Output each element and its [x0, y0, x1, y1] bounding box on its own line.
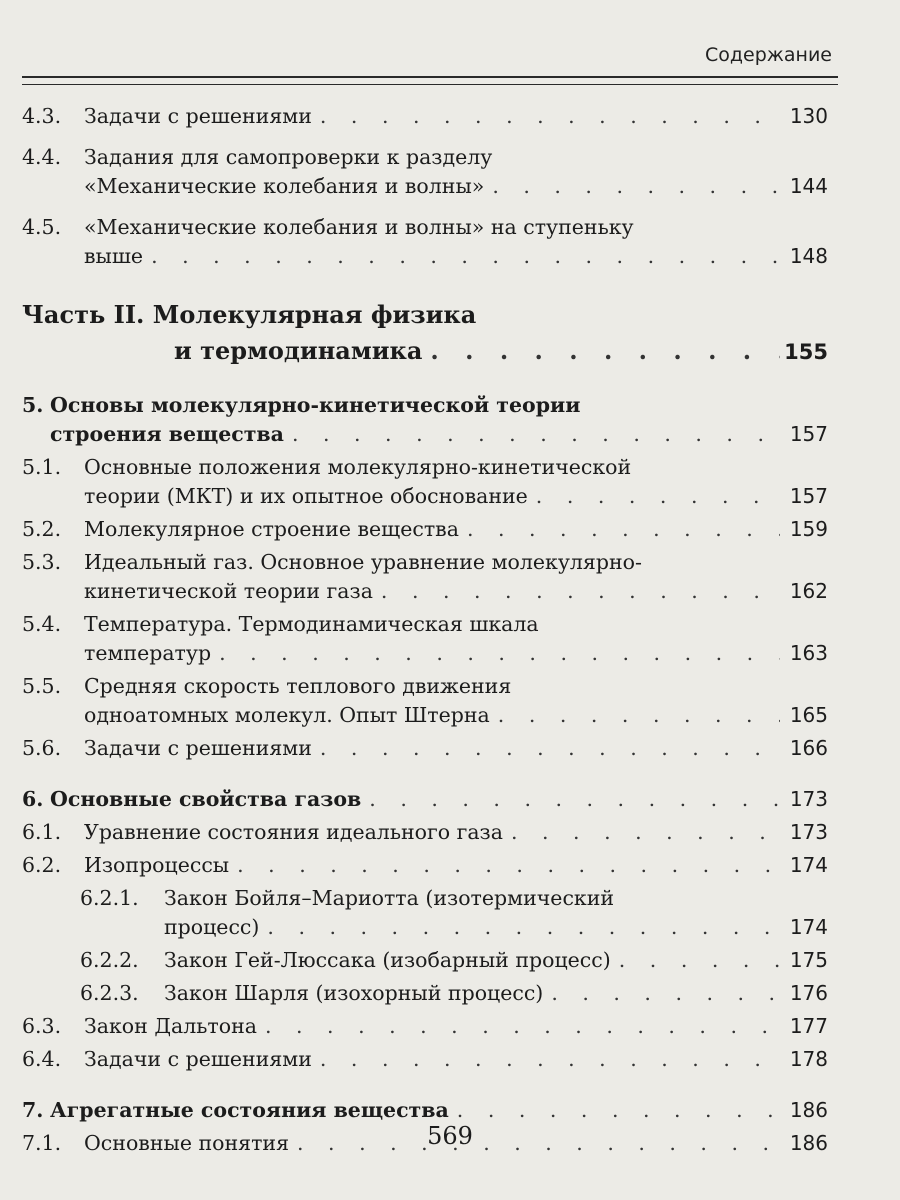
toc-number: 5.5.	[22, 674, 62, 698]
leader-dots	[143, 242, 780, 271]
leader-dots	[312, 734, 780, 763]
toc-number: 7.1.	[22, 1131, 62, 1155]
toc-entry-5-1[interactable]	[22, 453, 828, 511]
toc-title: Основные понятия	[84, 1131, 289, 1155]
leader-dots	[459, 515, 780, 544]
part-title: Часть II. Молекулярная физика	[22, 300, 477, 329]
leader-dots	[257, 1012, 780, 1041]
toc-chapter-5[interactable]	[22, 391, 828, 449]
toc-title: Закон Дальтона	[84, 1014, 257, 1038]
toc-title: Закон Бойля–Мариотта (изотермический	[164, 886, 615, 910]
toc-page-number: 130	[789, 104, 828, 128]
part-title-cont: и термодинамика	[174, 336, 423, 365]
leader-dots	[503, 818, 780, 847]
leader-dots	[312, 102, 780, 131]
toc-title: Основы молекулярно-кинетической теории	[50, 393, 581, 417]
toc-entry-4-5[interactable]	[22, 213, 828, 271]
toc-number: 5.6.	[22, 736, 62, 760]
leader-dots	[229, 851, 780, 880]
leader-dots	[284, 420, 780, 449]
toc-number: 6.2.2.	[80, 948, 139, 972]
toc-entry-6-2-2[interactable]	[22, 946, 828, 975]
toc-page-number: 165	[789, 703, 828, 727]
toc-chapter-6[interactable]	[22, 785, 828, 814]
running-head: Содержание	[705, 44, 832, 66]
leader-dots	[528, 482, 780, 511]
toc-page-number: 178	[789, 1047, 828, 1071]
toc-number: 6.	[22, 787, 44, 811]
toc-title: Средняя скорость теплового движения	[84, 674, 512, 698]
toc-title-cont: строения вещества	[50, 422, 284, 446]
toc-number: 6.2.1.	[80, 886, 139, 910]
toc-title: Основные свойства газов	[50, 787, 362, 811]
toc-number: 5.4.	[22, 612, 62, 636]
toc-page-number: 162	[789, 579, 828, 603]
toc-title: Идеальный газ. Основное уравнение молекулярно-	[84, 550, 642, 574]
toc-entry-5-6[interactable]	[22, 734, 828, 763]
toc-entry-6-3[interactable]	[22, 1012, 828, 1041]
toc-entry-5-5[interactable]	[22, 672, 828, 730]
toc-entry-6-2-1[interactable]	[22, 884, 828, 942]
toc-title: Задания для самопроверки к разделу	[84, 145, 493, 169]
toc-title-cont: температур	[84, 641, 212, 665]
toc-page-number: 157	[789, 422, 828, 446]
toc-title: Задачи с решениями	[84, 104, 312, 128]
leader-dots	[211, 639, 780, 668]
toc-number: 6.4.	[22, 1047, 62, 1071]
toc-entry-6-1[interactable]	[22, 818, 828, 847]
toc-number: 4.3.	[22, 104, 62, 128]
toc-entry-6-2[interactable]	[22, 851, 828, 880]
leader-dots	[259, 913, 780, 942]
toc-number: 5.3.	[22, 550, 62, 574]
toc-entry-6-2-3[interactable]	[22, 979, 828, 1008]
toc-title: Изопроцессы	[84, 853, 230, 877]
toc-title-cont: теории (МКТ) и их опытное обоснование	[84, 484, 528, 508]
toc-entry-6-4[interactable]	[22, 1045, 828, 1074]
toc-page-number: 148	[789, 244, 828, 268]
toc-number: 5.	[22, 393, 44, 417]
toc-number: 5.2.	[22, 517, 62, 541]
toc-entry-5-2[interactable]	[22, 515, 828, 544]
toc-number: 4.4.	[22, 145, 62, 169]
leader-dots	[373, 577, 780, 606]
page-number-footer: 569	[427, 1122, 473, 1150]
leader-dots	[611, 946, 780, 975]
toc-page-number: 174	[789, 915, 828, 939]
leader-dots	[361, 785, 780, 814]
toc-title-cont: выше	[84, 244, 144, 268]
toc-number: 6.3.	[22, 1014, 62, 1038]
toc-number: 7.	[22, 1098, 44, 1122]
toc-page-number: 176	[789, 981, 828, 1005]
toc-entry-5-3[interactable]	[22, 548, 828, 606]
toc-page-number: 144	[789, 174, 828, 198]
header-rule-thin	[22, 84, 838, 85]
toc-title: Температура. Термодинамическая шкала	[84, 612, 539, 636]
toc-title-cont: процесс)	[164, 915, 260, 939]
toc-number: 6.2.3.	[80, 981, 139, 1005]
toc-page-number: 186	[789, 1098, 828, 1122]
toc-title: Закон Шарля (изохорный процесс)	[164, 981, 544, 1005]
toc-page-number: 155	[784, 340, 828, 364]
toc-title-cont: одноатомных молекул. Опыт Штерна	[84, 703, 490, 727]
toc-title: «Механические колебания и волны» на ступеньку	[84, 215, 634, 239]
leader-dots	[449, 1096, 780, 1125]
toc-page-number: 159	[789, 517, 828, 541]
toc-page-number: 177	[789, 1014, 828, 1038]
toc-entry-4-3[interactable]	[22, 102, 828, 131]
header-rule-thick	[22, 76, 838, 78]
toc-entry-4-4[interactable]	[22, 143, 828, 201]
leader-dots	[422, 333, 780, 369]
toc-number: 4.5.	[22, 215, 62, 239]
toc-title: Задачи с решениями	[84, 736, 312, 760]
toc-number: 6.1.	[22, 820, 62, 844]
toc-title-cont: «Механические колебания и волны»	[84, 174, 485, 198]
toc-page-number: 163	[789, 641, 828, 665]
toc-title: Уравнение состояния идеального газа	[84, 820, 503, 844]
toc-title-cont: кинетической теории газа	[84, 579, 373, 603]
leader-dots	[543, 979, 780, 1008]
leader-dots	[490, 701, 780, 730]
toc-title: Основные положения молекулярно-кинетической	[84, 455, 632, 479]
toc-page-number: 166	[789, 736, 828, 760]
toc-part-2[interactable]	[22, 297, 828, 369]
toc-page-number: 186	[789, 1131, 828, 1155]
toc-page-number: 157	[789, 484, 828, 508]
toc-number: 5.1.	[22, 455, 62, 479]
toc-title: Закон Гей-Люссака (изобарный процесс)	[164, 948, 611, 972]
toc-page-number: 174	[789, 853, 828, 877]
toc-page-number: 173	[789, 787, 828, 811]
toc-page-number: 173	[789, 820, 828, 844]
toc-title: Агрегатные состояния вещества	[50, 1098, 449, 1122]
toc-entry-5-4[interactable]	[22, 610, 828, 668]
leader-dots	[312, 1045, 780, 1074]
toc-page-number: 175	[789, 948, 828, 972]
toc-chapter-7[interactable]	[22, 1096, 828, 1125]
leader-dots	[484, 172, 780, 201]
toc-number: 6.2.	[22, 853, 62, 877]
toc-title: Молекулярное строение вещества	[84, 517, 459, 541]
toc-title: Задачи с решениями	[84, 1047, 312, 1071]
